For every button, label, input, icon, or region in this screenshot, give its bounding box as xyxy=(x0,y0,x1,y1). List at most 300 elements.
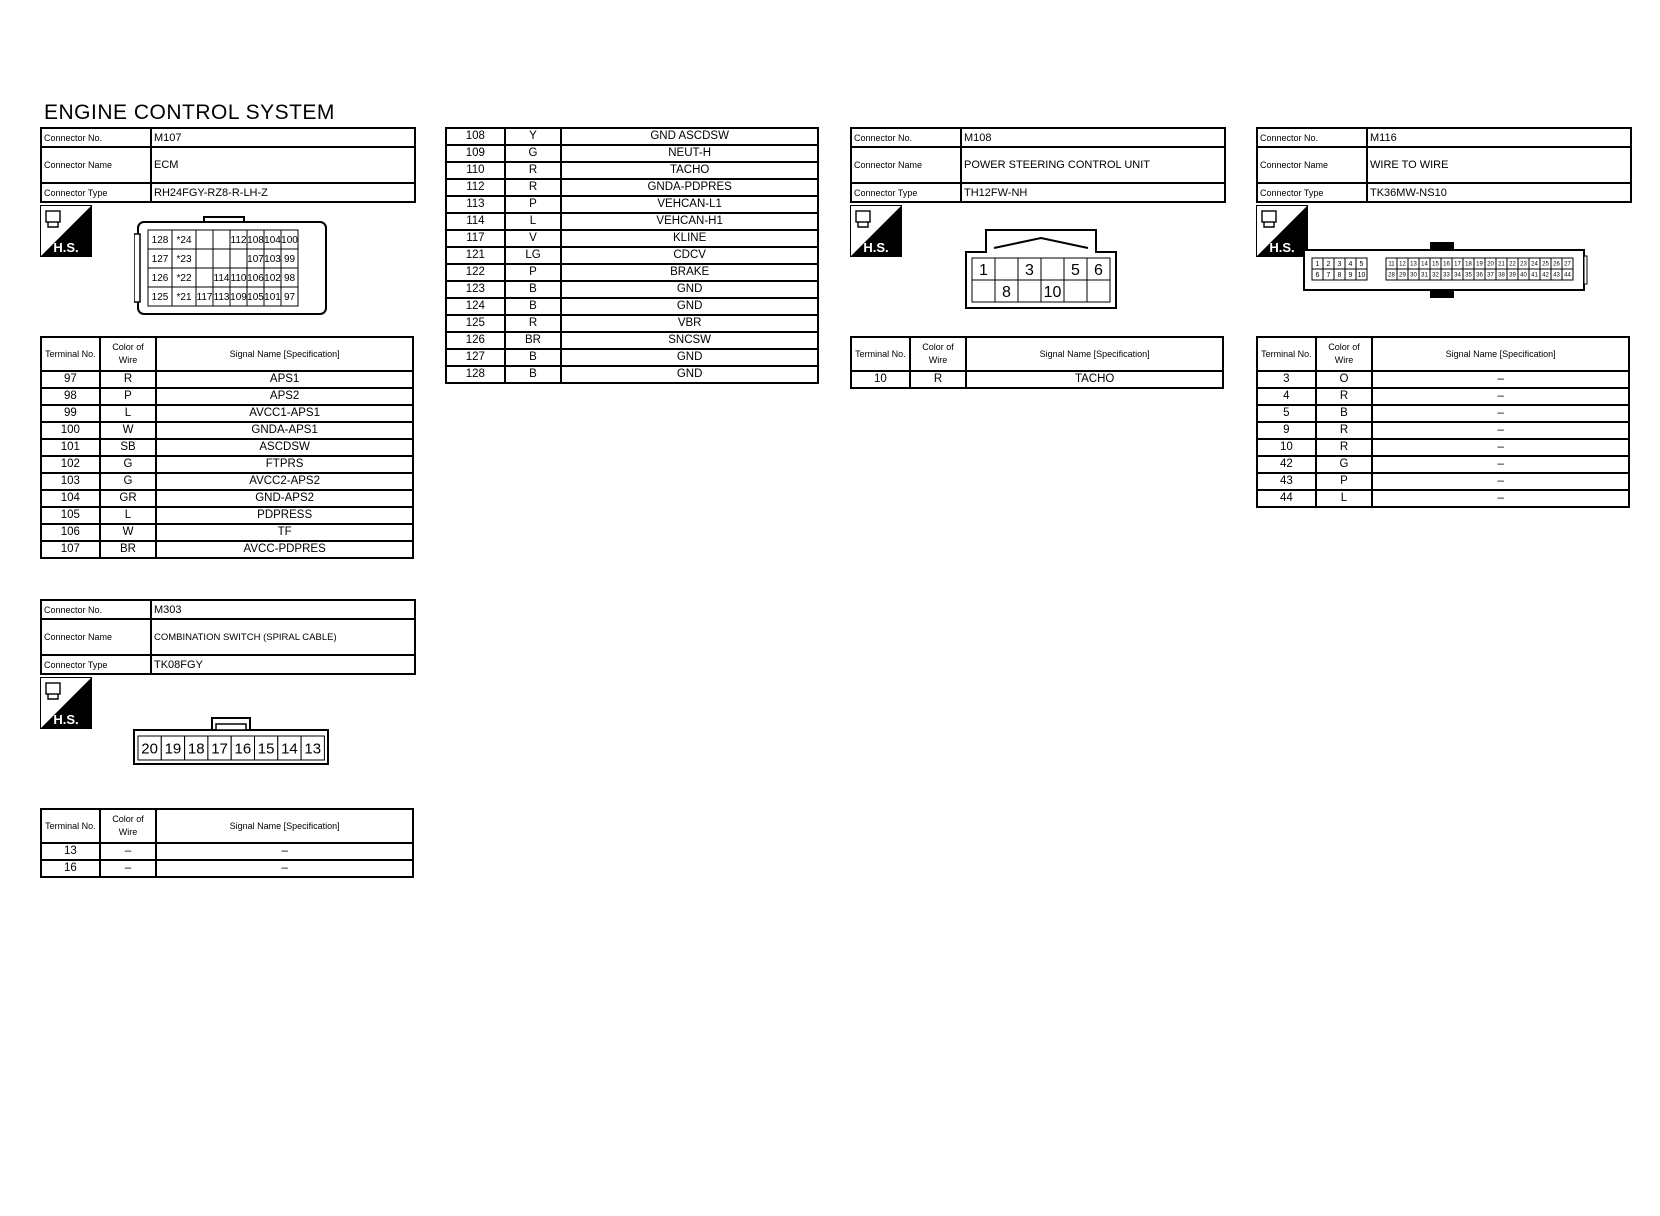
connector-pin-label: 30 xyxy=(1410,272,1417,279)
m303-info-table xyxy=(40,599,416,675)
connector-pin-label: 107 xyxy=(247,254,264,266)
table-row xyxy=(41,405,413,422)
signal-name-cell: GND-APS2 xyxy=(156,490,413,507)
terminal-no-cell: 128 xyxy=(446,366,505,383)
signal-name-cell: – xyxy=(1372,490,1629,507)
connector-pin-label: 117 xyxy=(196,292,213,304)
terminal-no-cell: 5 xyxy=(1257,405,1316,422)
connector-pin-cell xyxy=(1087,280,1110,302)
connector-pin-label: 11 xyxy=(1388,261,1395,268)
signal-name-cell: – xyxy=(156,843,413,860)
connector-pin-label: 17 xyxy=(1454,261,1461,268)
connector-no-label: Connector No. xyxy=(41,600,151,619)
table-row xyxy=(1257,371,1629,388)
connector-pin-label: 37 xyxy=(1487,272,1494,279)
connector-pin-label: 34 xyxy=(1454,272,1461,279)
connector-pin-label: 36 xyxy=(1476,272,1483,279)
table-row xyxy=(41,371,413,388)
wire-color-cell: G xyxy=(1316,456,1373,473)
connector-no-label: Connector No. xyxy=(1257,128,1367,147)
connector-pin-label: 39 xyxy=(1509,272,1516,279)
m107-terminal-table xyxy=(40,336,414,559)
terminal-no-cell: 125 xyxy=(446,315,505,332)
wire-color-cell: R xyxy=(505,162,562,179)
connector-pin-label: 109 xyxy=(230,292,247,304)
connector-pin-cell xyxy=(1018,280,1041,302)
table-row xyxy=(851,371,1223,388)
connector-pin-label: 105 xyxy=(247,292,264,304)
connector-pin-label: 14 xyxy=(1421,261,1428,268)
table-row xyxy=(446,315,818,332)
connector-pin-label: 110 xyxy=(230,273,247,285)
connector-pin-label: 3 xyxy=(1025,261,1034,279)
terminal-no-cell: 105 xyxy=(41,507,100,524)
wire-color-cell: G xyxy=(100,456,157,473)
wire-color-cell: B xyxy=(1316,405,1373,422)
connector-pin-label: 22 xyxy=(1509,261,1516,268)
signal-name-cell: GND xyxy=(561,366,818,383)
connector-no-label: Connector No. xyxy=(41,128,151,147)
signal-name-cell: PDPRESS xyxy=(156,507,413,524)
m108-connector-face xyxy=(964,228,1118,315)
connector-pin-cell xyxy=(213,249,230,268)
signal-name-cell: – xyxy=(156,860,413,877)
connector-pin-label: 29 xyxy=(1399,272,1406,279)
connector-pin-label: 28 xyxy=(1388,272,1395,279)
signal-name-cell: TACHO xyxy=(561,162,818,179)
color-of-wire-header: Color of Wire xyxy=(1316,337,1373,371)
connector-pin-label: 41 xyxy=(1531,272,1538,279)
wire-color-cell: Y xyxy=(505,128,562,145)
connector-pin-label: *24 xyxy=(176,235,192,247)
connector-type-label: Connector Type xyxy=(1257,183,1367,202)
connector-pin-label: 125 xyxy=(151,292,169,304)
wire-color-cell: L xyxy=(100,405,157,422)
wire-color-cell: BR xyxy=(505,332,562,349)
m116-connector-no: M116 xyxy=(1367,128,1631,147)
terminal-no-cell: 98 xyxy=(41,388,100,405)
wire-color-cell: R xyxy=(1316,388,1373,405)
signal-name-cell: APS2 xyxy=(156,388,413,405)
harness-side-icon xyxy=(1256,205,1308,257)
table-row xyxy=(446,298,818,315)
connector-pin-label: 100 xyxy=(281,235,298,247)
wire-color-cell: R xyxy=(1316,422,1373,439)
m108-info-table xyxy=(850,127,1226,203)
table-row xyxy=(446,281,818,298)
wire-color-cell: BR xyxy=(100,541,157,558)
connector-no-label: Connector No. xyxy=(851,128,961,147)
m107-terminal-table-continued xyxy=(445,127,819,384)
connector-pin-label: 33 xyxy=(1443,272,1450,279)
signal-name-cell: AVCC2-APS2 xyxy=(156,473,413,490)
terminal-no-cell: 44 xyxy=(1257,490,1316,507)
connector-pin-label: 16 xyxy=(1443,261,1450,268)
signal-name-cell: ASCDSW xyxy=(156,439,413,456)
connector-pin-label: 99 xyxy=(283,254,296,266)
wire-color-cell: W xyxy=(100,524,157,541)
m303-connector-face xyxy=(132,716,330,773)
connector-pin-label: 15 xyxy=(1432,261,1439,268)
signal-name-cell: GNDA-APS1 xyxy=(156,422,413,439)
terminal-no-cell: 100 xyxy=(41,422,100,439)
connector-pin-label: 102 xyxy=(264,273,281,285)
connector-pin-label: 44 xyxy=(1564,272,1571,279)
connector-pin-label: 38 xyxy=(1498,272,1505,279)
signal-name-cell: – xyxy=(1372,422,1629,439)
wire-color-cell: V xyxy=(505,230,562,247)
hs-label: H.S. xyxy=(53,240,79,255)
signal-name-cell: GND xyxy=(561,298,818,315)
wire-color-cell: B xyxy=(505,298,562,315)
signal-name-cell: SNCSW xyxy=(561,332,818,349)
connector-pin-cell xyxy=(230,249,247,268)
terminal-no-cell: 112 xyxy=(446,179,505,196)
terminal-no-header: Terminal No. xyxy=(41,809,100,843)
connector-pin-label: 9 xyxy=(1348,272,1353,280)
connector-pin-label: *23 xyxy=(176,254,192,266)
terminal-no-cell: 107 xyxy=(41,541,100,558)
connector-type-label: Connector Type xyxy=(41,655,151,674)
m116-connector-face xyxy=(1302,242,1588,303)
wire-color-cell: SB xyxy=(100,439,157,456)
connector-pin-label: 8 xyxy=(1337,272,1342,280)
m107-connector-no: M107 xyxy=(151,128,415,147)
signal-name-header: Signal Name [Specification] xyxy=(966,337,1223,371)
m107-info-table xyxy=(40,127,416,203)
m107-connector-type: RH24FGY-RZ8-R-LH-Z xyxy=(151,183,415,202)
table-row xyxy=(446,332,818,349)
wire-color-cell: G xyxy=(505,145,562,162)
connector-type-label: Connector Type xyxy=(851,183,961,202)
signal-name-cell: CDCV xyxy=(561,247,818,264)
connector-side-tab xyxy=(134,234,140,302)
terminal-no-header: Terminal No. xyxy=(1257,337,1316,371)
wire-color-cell: G xyxy=(100,473,157,490)
connector-name-label: Connector Name xyxy=(41,147,151,183)
m303-connector-no: M303 xyxy=(151,600,415,619)
connector-pin-label: 13 xyxy=(304,740,322,758)
connector-pin-label: 2 xyxy=(1326,261,1331,269)
connector-pin-label: 113 xyxy=(213,292,230,304)
connector-pin-cell xyxy=(972,280,995,302)
color-of-wire-header: Color of Wire xyxy=(910,337,967,371)
table-row xyxy=(41,422,413,439)
connector-pin-label: *22 xyxy=(176,273,192,285)
connector-pin-label: 5 xyxy=(1071,261,1080,279)
connector-pin-label: 40 xyxy=(1520,272,1527,279)
terminal-no-cell: 10 xyxy=(851,371,910,388)
signal-name-cell: – xyxy=(1372,405,1629,422)
signal-name-cell: VEHCAN-H1 xyxy=(561,213,818,230)
table-row xyxy=(446,213,818,230)
table-row xyxy=(41,388,413,405)
table-row xyxy=(1257,422,1629,439)
connector-pin-label: 1 xyxy=(979,261,988,279)
connector-pin-label: 35 xyxy=(1465,272,1472,279)
connector-pin-cell xyxy=(995,258,1018,280)
wire-color-cell: B xyxy=(505,366,562,383)
terminal-no-cell: 113 xyxy=(446,196,505,213)
wire-color-cell: L xyxy=(100,507,157,524)
connector-pin-label: 10 xyxy=(1357,272,1366,280)
terminal-no-cell: 9 xyxy=(1257,422,1316,439)
connector-type-label: Connector Type xyxy=(41,183,151,202)
table-row xyxy=(1257,439,1629,456)
connector-pin-label: 6 xyxy=(1094,261,1103,279)
connector-pin-label: 13 xyxy=(1410,261,1417,268)
connector-pin-label: 3 xyxy=(1337,261,1342,269)
signal-name-cell: VBR xyxy=(561,315,818,332)
wire-color-cell: L xyxy=(505,213,562,230)
m303-terminal-table xyxy=(40,808,414,878)
wire-color-cell: P xyxy=(505,264,562,281)
table-row xyxy=(1257,490,1629,507)
terminal-no-cell: 99 xyxy=(41,405,100,422)
wire-color-cell: O xyxy=(1316,371,1373,388)
m108-terminal-table xyxy=(850,336,1224,389)
hs-label: H.S. xyxy=(863,240,889,255)
terminal-no-cell: 114 xyxy=(446,213,505,230)
terminal-no-cell: 13 xyxy=(41,843,100,860)
terminal-no-cell: 108 xyxy=(446,128,505,145)
wire-color-cell: R xyxy=(505,179,562,196)
m108-connector-no: M108 xyxy=(961,128,1225,147)
m116-info-table xyxy=(1256,127,1632,203)
connector-pin-label: 20 xyxy=(1487,261,1494,268)
connector-name-label: Connector Name xyxy=(1257,147,1367,183)
connector-pin-label: 8 xyxy=(1002,283,1011,301)
m303-connector-type: TK08FGY xyxy=(151,655,415,674)
connector-pin-label: 128 xyxy=(151,235,169,247)
connector-pin-label: 18 xyxy=(1465,261,1472,268)
table-row xyxy=(446,179,818,196)
wire-color-cell: W xyxy=(100,422,157,439)
terminal-no-cell: 123 xyxy=(446,281,505,298)
terminal-no-cell: 97 xyxy=(41,371,100,388)
connector-side-tab xyxy=(1584,256,1587,284)
terminal-no-cell: 10 xyxy=(1257,439,1316,456)
m107-connector-face xyxy=(134,216,330,325)
color-of-wire-header: Color of Wire xyxy=(100,337,157,371)
connector-pin-label: 15 xyxy=(257,740,275,758)
terminal-no-cell: 106 xyxy=(41,524,100,541)
terminal-no-cell: 101 xyxy=(41,439,100,456)
wire-color-cell: R xyxy=(505,315,562,332)
connector-pin-label: 10 xyxy=(1043,283,1062,301)
connector-pin-label: 104 xyxy=(264,235,281,247)
table-row xyxy=(41,490,413,507)
connector-pin-label: 98 xyxy=(283,273,296,285)
connector-pin-label: 24 xyxy=(1531,261,1538,268)
table-row xyxy=(446,145,818,162)
wire-color-cell: – xyxy=(100,860,157,877)
connector-pin-label: *21 xyxy=(176,292,192,304)
harness-side-icon xyxy=(40,205,92,257)
table-row xyxy=(446,162,818,179)
signal-name-cell: – xyxy=(1372,473,1629,490)
table-row xyxy=(41,473,413,490)
terminal-no-cell: 3 xyxy=(1257,371,1316,388)
table-row xyxy=(446,349,818,366)
signal-name-header: Signal Name [Specification] xyxy=(156,809,413,843)
wire-color-cell: B xyxy=(505,349,562,366)
connector-pin-label: 42 xyxy=(1542,272,1549,279)
table-row xyxy=(1257,473,1629,490)
connector-pin-label: 27 xyxy=(1564,261,1571,268)
wire-color-cell: GR xyxy=(100,490,157,507)
connector-pin-cell xyxy=(1064,280,1087,302)
m116-connector-name: WIRE TO WIRE xyxy=(1367,147,1631,183)
signal-name-cell: – xyxy=(1372,456,1629,473)
wire-color-cell: – xyxy=(100,843,157,860)
wire-color-cell: L xyxy=(1316,490,1373,507)
connector-pin-label: 16 xyxy=(234,740,252,758)
signal-name-cell: – xyxy=(1372,439,1629,456)
table-row xyxy=(41,507,413,524)
connector-pin-label: 101 xyxy=(264,292,281,304)
terminal-no-cell: 127 xyxy=(446,349,505,366)
connector-pin-label: 114 xyxy=(213,273,230,285)
connector-pin-label: 4 xyxy=(1348,261,1353,269)
connector-pin-label: 18 xyxy=(187,740,205,758)
terminal-no-cell: 126 xyxy=(446,332,505,349)
connector-pin-label: 31 xyxy=(1421,272,1428,279)
connector-pin-label: 6 xyxy=(1315,272,1320,280)
terminal-no-cell: 110 xyxy=(446,162,505,179)
connector-pin-label: 25 xyxy=(1542,261,1549,268)
connector-pin-label: 112 xyxy=(230,235,247,247)
table-row xyxy=(41,860,413,877)
connector-pin-label: 19 xyxy=(1476,261,1483,268)
signal-name-header: Signal Name [Specification] xyxy=(1372,337,1629,371)
connector-pin-label: 43 xyxy=(1553,272,1560,279)
connector-name-label: Connector Name xyxy=(41,619,151,655)
connector-pin-cell xyxy=(196,249,213,268)
connector-pin-label: 97 xyxy=(283,292,296,304)
signal-name-cell: FTPRS xyxy=(156,456,413,473)
hs-label: H.S. xyxy=(53,712,79,727)
harness-side-icon xyxy=(40,677,92,729)
signal-name-cell: GNDA-PDPRES xyxy=(561,179,818,196)
m303-connector-name: COMBINATION SWITCH (SPIRAL CABLE) xyxy=(151,619,415,655)
signal-name-cell: TF xyxy=(156,524,413,541)
m116-connector-type: TK36MW-NS10 xyxy=(1367,183,1631,202)
terminal-no-cell: 42 xyxy=(1257,456,1316,473)
terminal-no-header: Terminal No. xyxy=(41,337,100,371)
table-row xyxy=(1257,388,1629,405)
table-row xyxy=(41,524,413,541)
terminal-no-cell: 103 xyxy=(41,473,100,490)
wire-color-cell: R xyxy=(1316,439,1373,456)
connector-pin-label: 20 xyxy=(141,740,158,758)
table-row xyxy=(41,456,413,473)
terminal-no-cell: 104 xyxy=(41,490,100,507)
wire-color-cell: LG xyxy=(505,247,562,264)
m116-terminal-table xyxy=(1256,336,1630,508)
connector-pin-label: 14 xyxy=(281,740,298,758)
signal-name-cell: – xyxy=(1372,371,1629,388)
terminal-no-cell: 4 xyxy=(1257,388,1316,405)
m108-connector-type: TH12FW-NH xyxy=(961,183,1225,202)
table-row xyxy=(446,264,818,281)
connector-pin-label: 12 xyxy=(1399,261,1406,268)
terminal-no-cell: 122 xyxy=(446,264,505,281)
wire-color-cell: B xyxy=(505,281,562,298)
terminal-no-cell: 124 xyxy=(446,298,505,315)
connector-pin-label: 19 xyxy=(164,740,182,758)
table-row xyxy=(446,230,818,247)
connector-pin-label: 32 xyxy=(1432,272,1439,279)
wire-color-cell: P xyxy=(505,196,562,213)
table-row xyxy=(41,541,413,558)
table-row xyxy=(446,366,818,383)
signal-name-header: Signal Name [Specification] xyxy=(156,337,413,371)
color-of-wire-header: Color of Wire xyxy=(100,809,157,843)
table-row xyxy=(446,247,818,264)
signal-name-cell: AVCC1-APS1 xyxy=(156,405,413,422)
signal-name-cell: GND xyxy=(561,349,818,366)
m107-connector-name: ECM xyxy=(151,147,415,183)
signal-name-cell: TACHO xyxy=(966,371,1223,388)
signal-name-cell: VEHCAN-L1 xyxy=(561,196,818,213)
connector-pin-label: 127 xyxy=(151,254,169,266)
table-row xyxy=(41,843,413,860)
hs-label: H.S. xyxy=(1269,240,1295,255)
table-row xyxy=(1257,456,1629,473)
connector-name-label: Connector Name xyxy=(851,147,961,183)
terminal-no-cell: 117 xyxy=(446,230,505,247)
signal-name-cell: BRAKE xyxy=(561,264,818,281)
connector-pin-cell xyxy=(213,230,230,249)
signal-name-cell: GND xyxy=(561,281,818,298)
connector-latch-slot xyxy=(216,724,246,730)
harness-side-icon xyxy=(850,205,902,257)
terminal-no-cell: 102 xyxy=(41,456,100,473)
connector-pin-label: 108 xyxy=(247,235,264,247)
signal-name-cell: KLINE xyxy=(561,230,818,247)
signal-name-cell: GND ASCDSW xyxy=(561,128,818,145)
table-row xyxy=(446,196,818,213)
connector-pin-label: 103 xyxy=(264,254,281,266)
terminal-no-cell: 16 xyxy=(41,860,100,877)
connector-pin-label: 126 xyxy=(151,273,169,285)
connector-pin-cell xyxy=(196,230,213,249)
terminal-no-cell: 43 xyxy=(1257,473,1316,490)
signal-name-cell: AVCC-PDPRES xyxy=(156,541,413,558)
signal-name-cell: NEUT-H xyxy=(561,145,818,162)
wire-color-cell: R xyxy=(100,371,157,388)
table-row xyxy=(41,439,413,456)
connector-pin-label: 106 xyxy=(247,273,264,285)
wire-color-cell: P xyxy=(100,388,157,405)
terminal-no-cell: 109 xyxy=(446,145,505,162)
connector-pin-label: 23 xyxy=(1520,261,1527,268)
table-row xyxy=(1257,405,1629,422)
m108-connector-name: POWER STEERING CONTROL UNIT xyxy=(961,147,1225,183)
connector-pin-label: 1 xyxy=(1315,261,1320,269)
connector-pin-label: 5 xyxy=(1359,261,1364,269)
connector-pin-label: 17 xyxy=(211,740,228,758)
connector-pin-label: 26 xyxy=(1553,261,1560,268)
wire-color-cell: R xyxy=(910,371,967,388)
wire-color-cell: P xyxy=(1316,473,1373,490)
signal-name-cell: – xyxy=(1372,388,1629,405)
page-title: ENGINE CONTROL SYSTEM xyxy=(44,101,335,124)
terminal-no-header: Terminal No. xyxy=(851,337,910,371)
connector-pin-cell xyxy=(196,268,213,287)
connector-pin-label: 7 xyxy=(1326,272,1331,280)
